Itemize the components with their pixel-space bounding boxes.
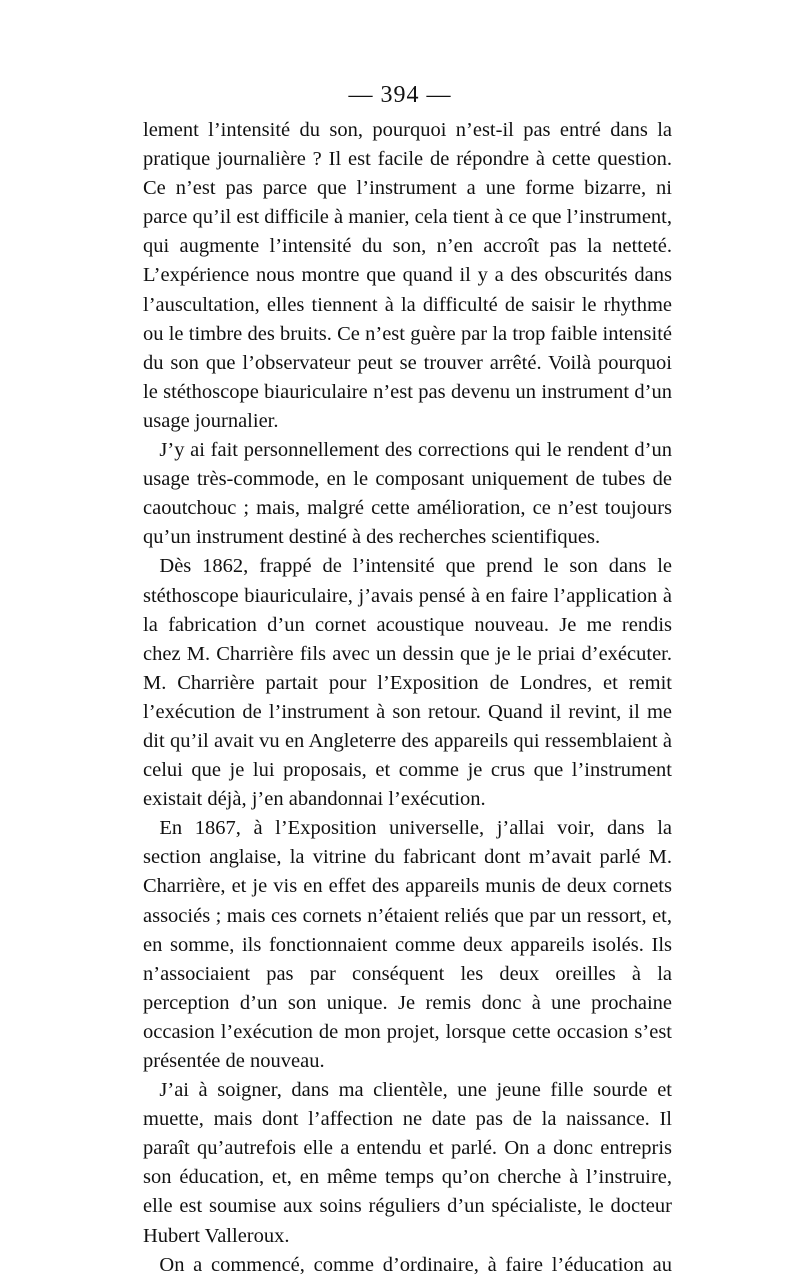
- paragraph-3: Dès 1862, frappé de l’intensité que prend le son dans le stéthoscope biauriculaire, j’avais pensé à en faire l’application à la fabrication d’un cornet acoustique nouveau. Je me rendis chez M. Charrière fils avec un dessin que je le priai d’exécuter. M. Charrière partait pour l’Exposition de Londres, et remit l’exécution de l’instrument à son retour. Quand il revint, il me dit qu’il avait vu en Angleterre des appareils qui ressemblaient à celui que je lui proposais, et comme je crus que l’instrument existait déjà, j’en abandonnai l’exécution.: [143, 555, 672, 811]
- body-text: [143, 116, 672, 1280]
- paragraph-1: lement l’intensité du son, pourquoi n’est-il pas entré dans la pratique journalière ? Il est facile de répondre à cette question. Ce n’est pas parce que l’instrument a une forme bizarre, ni parce qu’il est difficile à manier, cela tient à ce que l’instrument, qui augmente l’intensité du son, n’en accroît pas la netteté. L’expérience nous montre que quand il y a des obscurités dans l’auscultation, elles tiennent à la difficulté de saisir le rhythme ou le timbre des bruits. Ce n’est guère par la trop faible intensité du son que l’observateur peut se trouver arrêté. Voilà pourquoi le stéthoscope biauriculaire n’est pas devenu un instrument d’un usage journalier.: [143, 119, 672, 432]
- paragraph-6: On a commencé, comme d’ordinaire, à faire l’éducation au: [159, 1253, 672, 1276]
- page-number: — 394 —: [348, 82, 452, 108]
- paragraph-4: En 1867, à l’Exposition universelle, j’allai voir, dans la section anglaise, la vitrine du fabricant dont m’avait parlé M. Charrière, et je vis en effet des appareils munis de deux cornets associés ; mais ces cornets n’étaient reliés que par un ressort, et, en somme, ils fonctionnaient comme deux appareils isolés. Ils n’associaient pas par conséquent les deux oreilles à la perception d’un son unique. Je remis donc à une prochaine occasion l’exécution de mon projet, lorsque cette occasion s’est présentée de nouveau.: [143, 817, 672, 1072]
- paragraph-2: J’y ai fait personnellement des corrections qui le rendent d’un usage très-commode, en le composant uniquement de tubes de caoutchouc ; mais, malgré cette amélioration, ce n’est toujours qu’un instrument destiné à des recherches scientifiques.: [143, 439, 672, 549]
- paragraph-5: J’ai à soigner, dans ma clientèle, une jeune fille sourde et muette, mais dont l’affection ne date pas de la naissance. Il paraît qu’autrefois elle a entendu et parlé. On a donc entrepris son éducation, et, en même temps qu’on cherche à l’instruire, elle est soumise aux soins réguliers d’un spécialiste, le docteur Hubert Valleroux.: [143, 1079, 672, 1247]
